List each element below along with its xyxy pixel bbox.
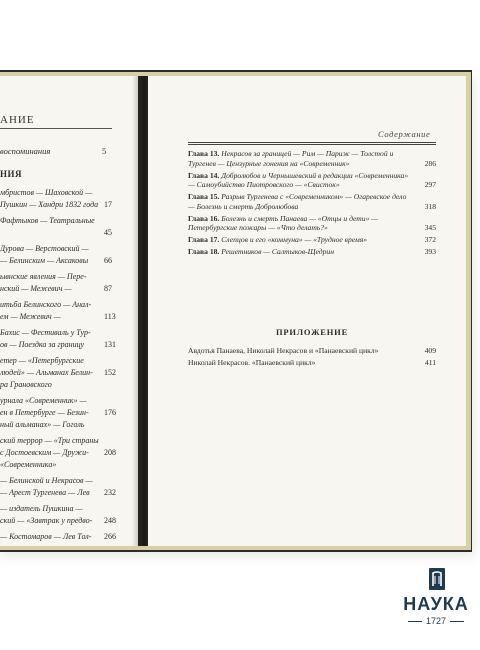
- toc-line: Бахис — Фестиваль у Тур-: [0, 328, 91, 337]
- toc-line: мбристов — Шаховской —: [0, 188, 93, 197]
- toc-line: «Современника»: [0, 460, 57, 469]
- chapter-label: Глава 13.: [188, 149, 220, 158]
- toc-line: ный альманах» — Гоголь: [0, 420, 85, 429]
- toc-line: итьба Белинского — Анал-: [0, 300, 92, 309]
- chapter-page: 286: [424, 158, 436, 168]
- toc-line: ывнские явления — Пере-: [0, 272, 87, 281]
- chapter-entry: [188, 214, 436, 233]
- publisher-name: НАУКА: [403, 594, 469, 614]
- publisher-year-line: [392, 616, 480, 626]
- left-page-appendix-line: воспоминания: [0, 146, 51, 156]
- chapter-page: 297: [424, 180, 436, 189]
- appendix-page: 409: [424, 346, 436, 355]
- toc-line: людей» — Альманах Белин-: [0, 368, 93, 377]
- appendix-entry: [188, 358, 436, 368]
- toc-line: ен в Петербурге — Безин-: [0, 408, 89, 417]
- toc-line: Пушкин — Хандри 1832 года: [0, 200, 99, 209]
- chapter-title: Слепцов и его «коммуна» — «Трудное время»: [221, 235, 368, 244]
- toc-page-number: 176: [104, 408, 116, 417]
- toc-line: ов — Поездка за границу: [0, 340, 85, 349]
- toc-line: нский — Межевич —: [0, 284, 72, 293]
- chapter-entry: [188, 235, 436, 245]
- running-head: Содержание: [378, 129, 431, 139]
- header-rule: [188, 142, 436, 143]
- toc-line: с Достоевским — Дружи-: [0, 448, 89, 457]
- appendix-title: Авдотья Панаева, Николай Некрасов и «Панаевский цикл»: [188, 346, 379, 355]
- toc-page-number: 113: [104, 312, 116, 321]
- toc-line: — Костомаров — Лев Тол-: [0, 532, 92, 541]
- toc-line: етер — «Петербургские: [0, 356, 84, 365]
- toc-page-number: 152: [104, 368, 116, 377]
- chapter-entry: [188, 247, 436, 257]
- toc-line: Дурова — Верстовский —: [0, 244, 89, 253]
- toc-page-number: 248: [104, 516, 116, 525]
- chapter-title: Некрасов за границей — Рим — Париж — Толстой и Тургенев — Цензурные гонения на «Современник»: [188, 149, 394, 168]
- chapter-label: Глава 14.: [188, 170, 220, 180]
- left-page-heading: АНИЕ: [0, 114, 35, 126]
- chapter-list: [188, 149, 436, 259]
- left-page-section-heading: НИЯ: [0, 169, 23, 179]
- toc-line: — Белинским — Аксаковы: [0, 256, 89, 265]
- left-page-rule: [0, 128, 112, 129]
- left-page: [0, 76, 138, 546]
- toc-line: ем — Межевич —: [0, 312, 61, 321]
- toc-line: ский террор — «Три страны: [0, 436, 99, 445]
- toc-line: урнала «Современник» —: [0, 396, 87, 405]
- toc-page-number: 232: [104, 488, 116, 497]
- toc-page-number: 17: [104, 200, 112, 209]
- chapter-entry: [188, 149, 436, 168]
- chapter-title: Добролюбов и Чернышевский в редакции «Современника» — Самоубийство Пиотровского — «Свисток»: [188, 170, 409, 189]
- right-page: [148, 76, 466, 546]
- toc-page-number: 66: [104, 256, 112, 265]
- toc-line: — Белинской и Некрасов —: [0, 476, 93, 485]
- chapter-title: Разрыв Тургенева с «Современником» — Огаревское дело — Болезнь и смерть Добролюбова: [188, 192, 407, 211]
- chapter-label: Глава 18.: [188, 247, 220, 256]
- appendix-page: 411: [424, 358, 436, 367]
- toc-page-number: 208: [104, 448, 116, 457]
- toc-page-number: 87: [104, 284, 112, 293]
- left-page-appendix-page: 5: [102, 146, 107, 156]
- toc-line: ра Грановского: [0, 380, 52, 389]
- chapter-title: Болезнь и смерть Панаева — «Отцы и дети» — Петербургские пожары — «Что делать?»: [188, 213, 379, 232]
- page-edges-right: [466, 72, 471, 550]
- chapter-entry: [188, 171, 436, 190]
- chapter-page: 318: [424, 201, 436, 211]
- publisher-year: 1727: [425, 616, 447, 626]
- chapter-label: Глава 16.: [188, 213, 220, 223]
- toc-page-number: 266: [104, 532, 116, 541]
- toc-line: ский — «Завтрак у предво-: [0, 516, 93, 525]
- appendix-entry: [188, 346, 436, 356]
- chapter-page: 393: [424, 247, 436, 256]
- appendix-heading: ПРИЛОЖЕНИЕ: [275, 327, 349, 337]
- toc-page-number: 131: [104, 340, 116, 349]
- publisher-logo: [392, 568, 480, 650]
- toc-page-number: 45: [104, 228, 112, 237]
- nauka-emblem-icon: [429, 568, 445, 590]
- chapter-label: Глава 15.: [188, 192, 220, 201]
- toc-line: — Арест Тургенева — Лев: [0, 488, 90, 497]
- appendix-list: [188, 346, 436, 370]
- toc-line: Фафтыков — Театральные: [0, 216, 95, 225]
- appendix-title: Николай Некрасов. «Панаевский цикл»: [188, 358, 316, 367]
- chapter-page: 372: [424, 235, 436, 244]
- toc-line: — издатель Пушкина —: [0, 504, 83, 513]
- chapter-page: 345: [424, 223, 436, 232]
- header-rule-secondary: [188, 144, 436, 145]
- chapter-label: Глава 17.: [188, 235, 220, 244]
- page-edges-bottom: [0, 546, 470, 550]
- chapter-title: Решетников — Салтыков-Щедрин: [221, 247, 334, 256]
- chapter-entry: [188, 192, 436, 211]
